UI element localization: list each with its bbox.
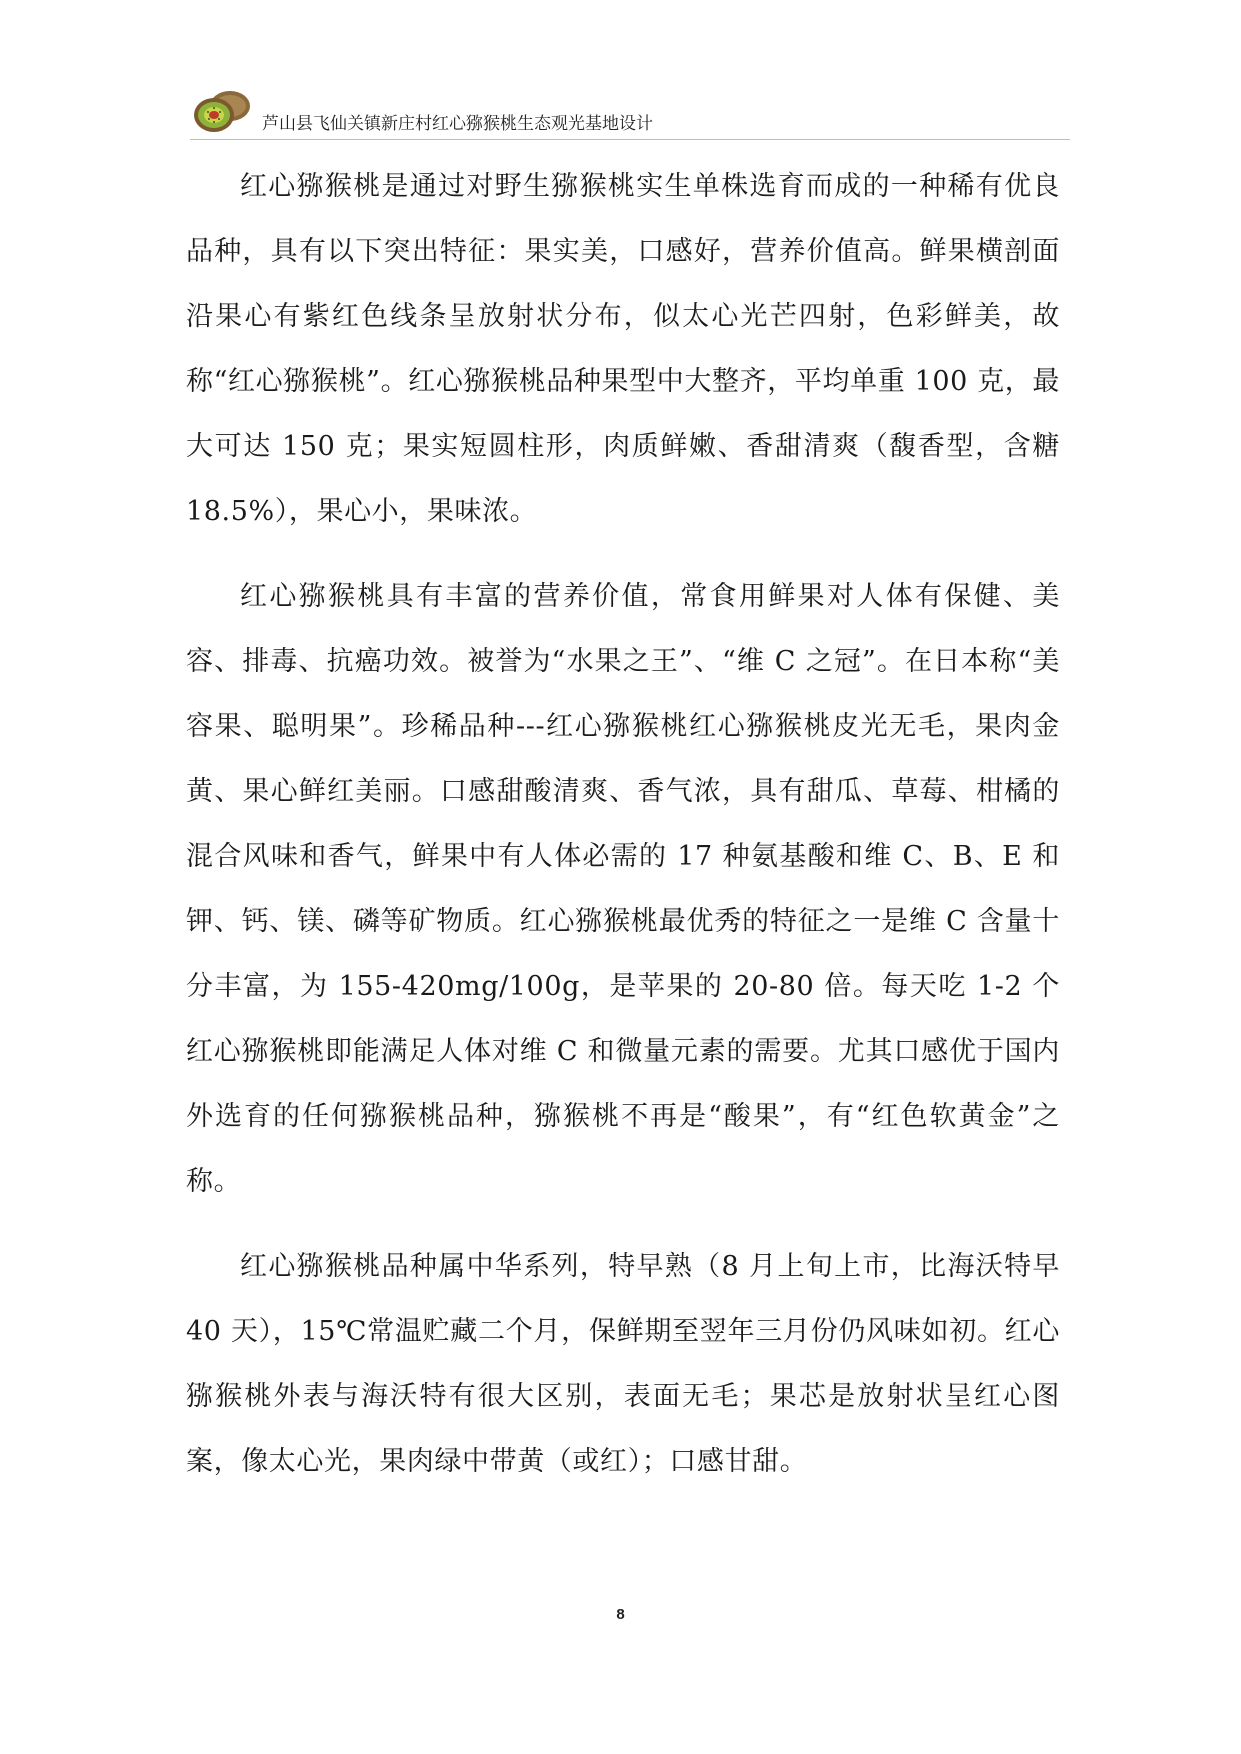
paragraph-2: 红心猕猴桃具有丰富的营养价值，常食用鲜果对人体有保健、美容、排毒、抗癌功效。被誉为“水果之王”、“维 C 之冠”。在日本称“美容果、聪明果”。珍稀品种---红心猕猴桃红心猕猴桃皮光无毛，果肉金黄、果心鲜红美丽。口感甜酸清爽、香气浓，具有甜瓜、草莓、柑橘的混合风味和香气，鲜果中有人体必需的 17 种氨基酸和维 C、B、E 和钾、钙、镁、磷等矿物质。红心猕猴桃最优秀的特征之一是维 C 含量十分丰富，为 155-420mg/100g，是苹果的 20-80 倍。每天吃 1-2 个红心猕猴桃即能满足人体对维 C 和微量元素的需要。尤其口感优于国内外选育的任何猕猴桃品种，猕猴桃不再是“酸果”，有“红色软黄金”之称。 xyxy=(186,581,1060,1197)
page-header xyxy=(190,82,1070,140)
page-number: 8 xyxy=(616,1606,625,1623)
kiwifruit-logo-icon xyxy=(190,86,254,136)
header-title: 芦山县飞仙关镇新庄村红心猕猴桃生态观光基地设计 xyxy=(262,114,653,134)
header-divider xyxy=(190,139,1070,140)
document-body xyxy=(186,154,1060,1514)
paragraph-3: 红心猕猴桃品种属中华系列，特早熟（8 月上旬上市，比海沃特早 40 天），15℃常温贮藏二个月，保鲜期至翌年三月份仍风味如初。红心猕猴桃外表与海沃特有很大区别，表面无毛；果芯是放射状呈红心图案，像太心光，果肉绿中带黄（或红）；口感甘甜。 xyxy=(186,1251,1060,1477)
paragraph-1: 红心猕猴桃是通过对野生猕猴桃实生单株选育而成的一种稀有优良品种，具有以下突出特征：果实美，口感好，营养价值高。鲜果横剖面沿果心有紫红色线条呈放射状分布，似太心光芒四射，色彩鲜美，故称“红心猕猴桃”。红心猕猴桃品种果型中大整齐，平均单重 100 克，最大可达 150 克；果实短圆柱形，肉质鲜嫩、香甜清爽（馥香型，含糖 18.5%），果心小，果味浓。 xyxy=(186,171,1060,527)
